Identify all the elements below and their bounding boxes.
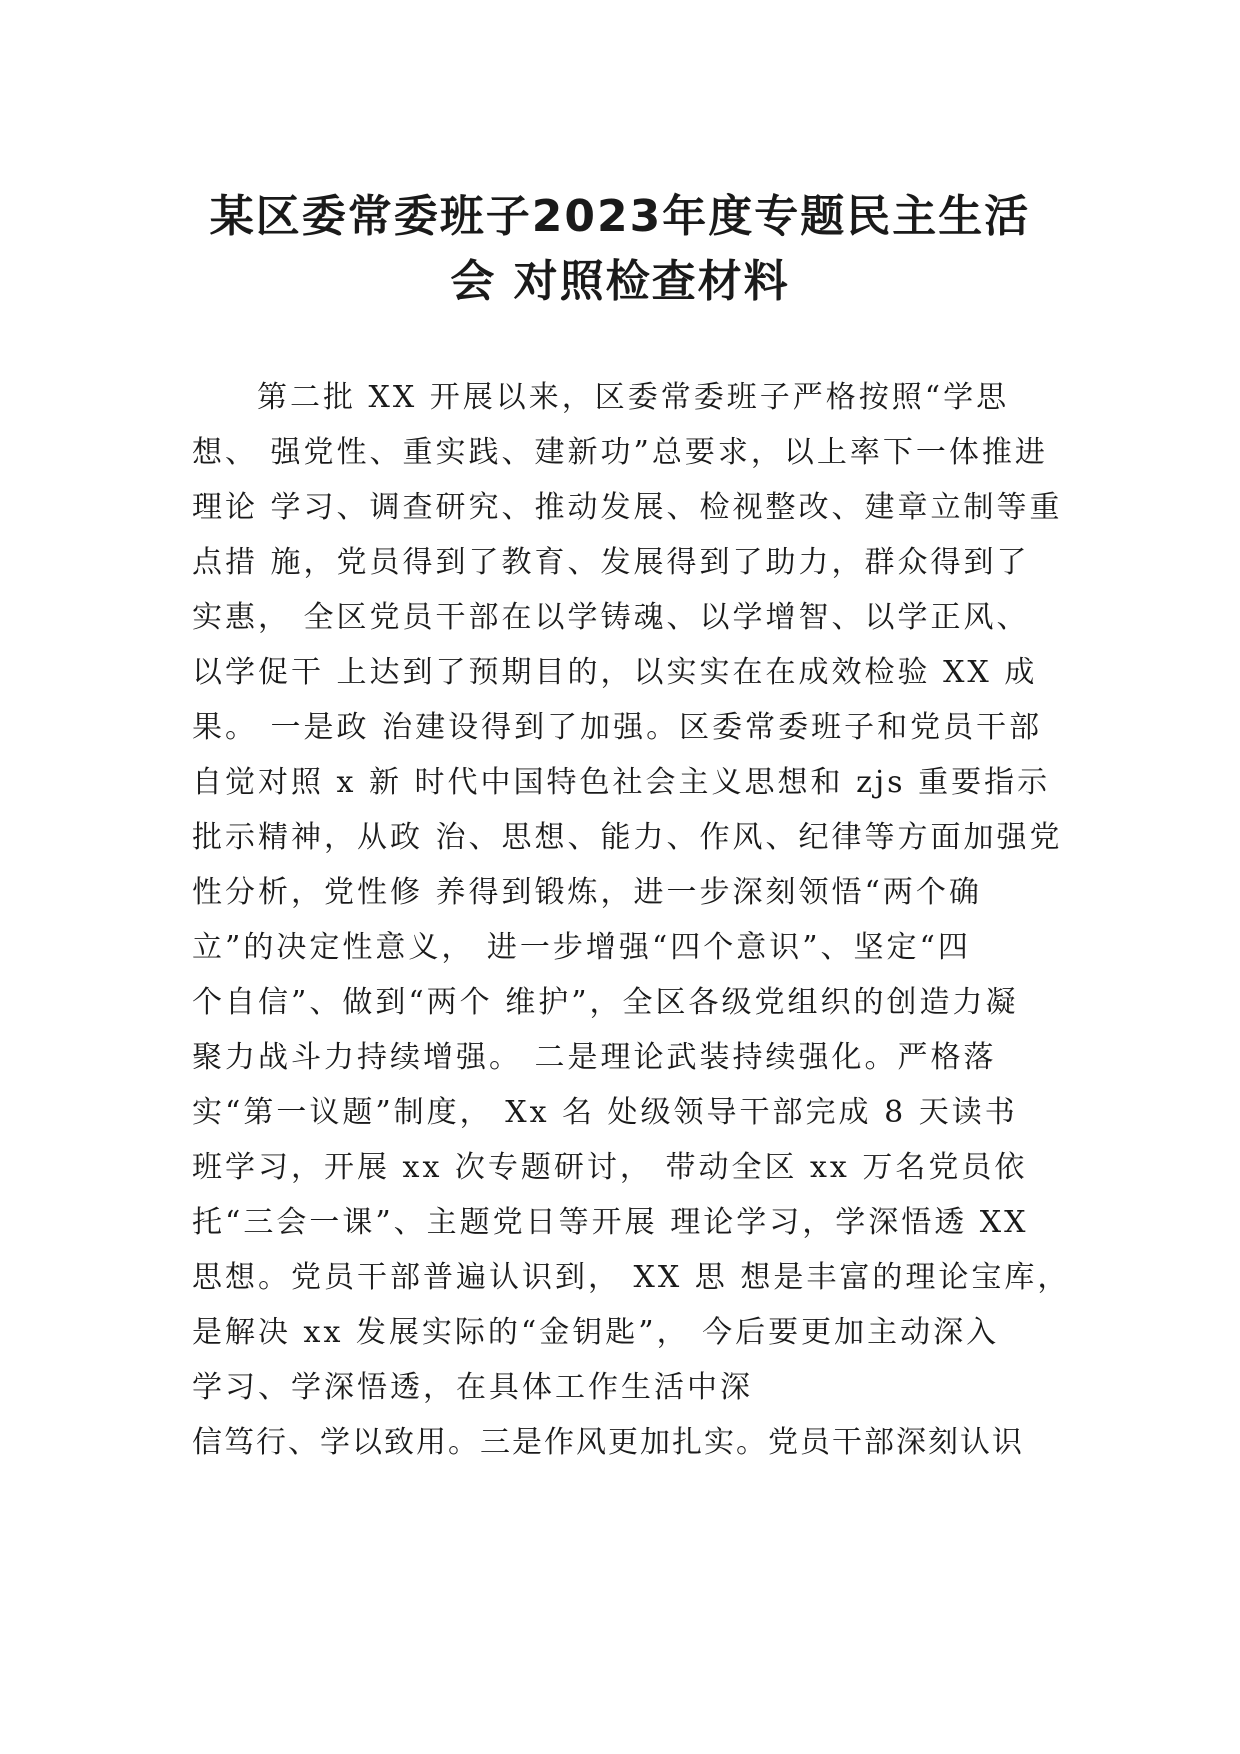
body-line: 信笃行、学以致用。三是作风更加扎实。党员干部深刻认识 — [192, 1425, 1024, 1460]
body-line: 以学促干 上达到了预期目的，以实实在在成效检验 XX 成 — [192, 655, 1038, 690]
document-title-line-2: 会 对照检查材料 — [450, 256, 790, 307]
body-line: 聚力战斗力持续增强。 二是理论武装持续强化。严格落 — [192, 1040, 997, 1075]
body-line: 性分析，党性修 养得到锻炼，进一步深刻领悟“两个确 — [192, 875, 982, 910]
body-line: 理论 学习、调查研究、推动发展、检视整改、建章立制等重 — [192, 490, 1063, 525]
body-line: 果。 一是政 治建设得到了加强。区委常委班子和党员干部 — [192, 710, 1043, 745]
body-line: 想、 强党性、重实践、建新功”总要求，以上率下一体推进 — [192, 435, 1048, 470]
body-line: 点措 施，党员得到了教育、发展得到了助力，群众得到了 — [192, 545, 1030, 580]
body-line: 个自信”、做到“两个 维护”，全区各级党组织的创造力凝 — [192, 985, 1019, 1020]
body-line: 实惠， 全区党员干部在以学铸魂、以学增智、以学正风、 — [192, 600, 1030, 635]
body-line: 思想。党员干部普遍认识到， XX 思 想是丰富的理论宝库， — [192, 1260, 1071, 1295]
body-line: 班学习，开展 xx 次专题研讨， 带动全区 xx 万名党员依 — [192, 1150, 1028, 1185]
body-line: 学习、学深悟透，在具体工作生活中深 — [192, 1370, 753, 1405]
body-line: 托“三会一课”、主题党日等开展 理论学习，学深悟透 XX — [192, 1205, 1029, 1240]
body-line: 立”的决定性意义， 进一步增强“四个意识”、坚定“四 — [192, 930, 971, 965]
body-line: 实“第一议题”制度， Xx 名 处级领导干部完成 8 天读书 — [192, 1095, 1018, 1130]
body-line: 批示精神，从政 治、思想、能力、作风、纪律等方面加强党 — [192, 820, 1063, 855]
body-line: 自觉对照 x 新 时代中国特色社会主义思想和 zjs 重要指示 — [192, 765, 1051, 800]
document-title-line-1: 某区委常委班子2023年度专题民主生活 — [209, 191, 1031, 242]
body-line: 是解决 xx 发展实际的“金钥匙”， 今后要更加主动深入 — [192, 1315, 1000, 1350]
body-line: 第二批 XX 开展以来，区委常委班子严格按照“学思 — [257, 380, 1010, 415]
document-body — [192, 370, 1072, 1470]
